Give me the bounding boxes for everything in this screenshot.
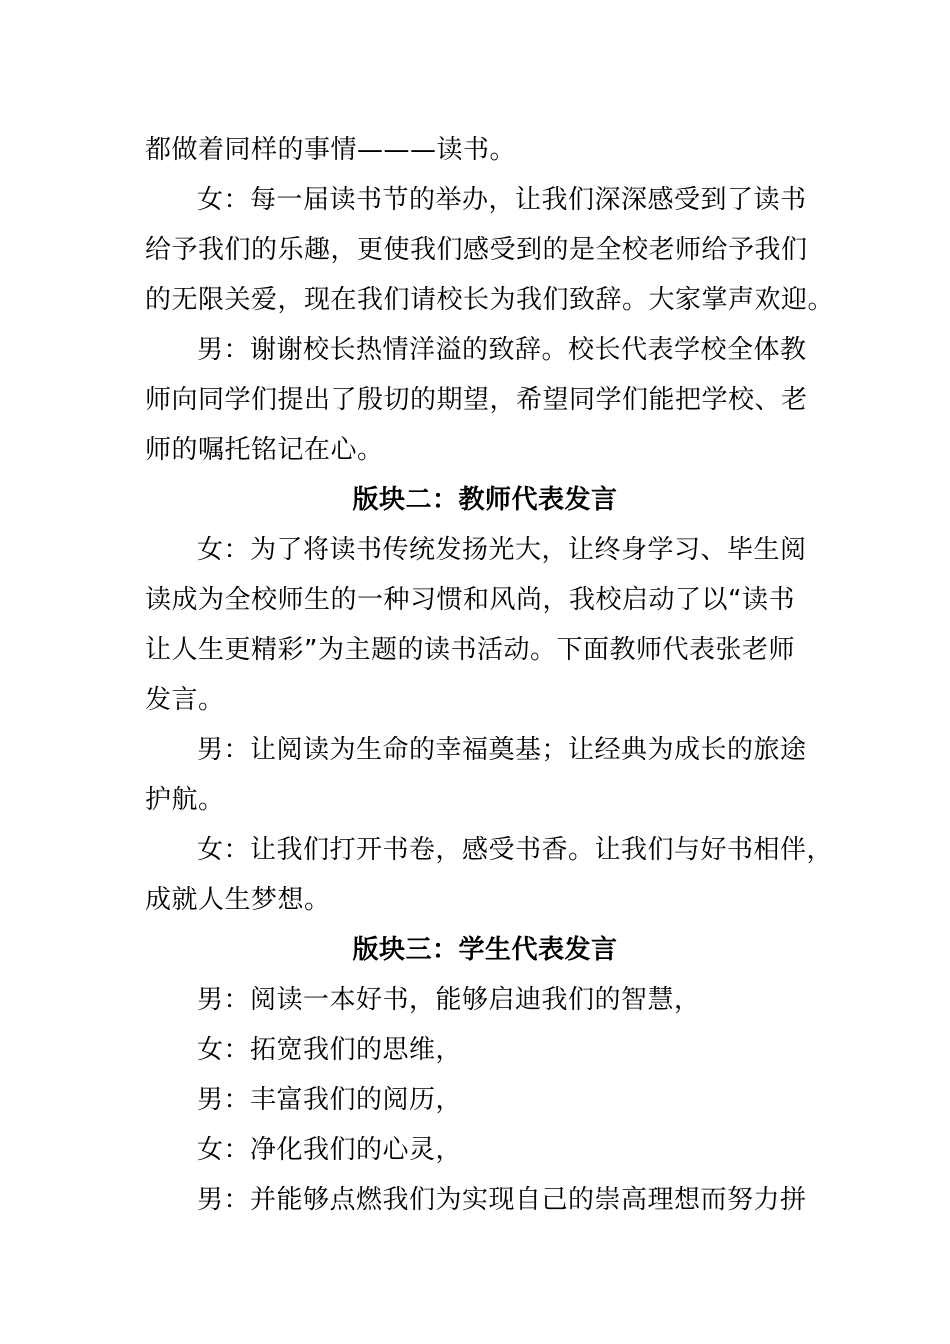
body-line: 成就人生梦想。 [145, 885, 331, 915]
section-heading-student-speech: 版块三：学生代表发言 [352, 935, 618, 965]
body-line: 读成为全校师生的一种习惯和风尚，我校启动了以“读书 [145, 585, 795, 615]
dialogue-line-female: 女：拓宽我们的思维， [197, 1035, 463, 1065]
section-heading-teacher-speech: 版块二：教师代表发言 [352, 485, 618, 515]
dialogue-line-male: 男：丰富我们的阅历， [197, 1085, 463, 1115]
dialogue-line-female: 女：每一届读书节的举办，让我们深深感受到了读书 [197, 185, 807, 215]
body-line: 给予我们的乐趣，更使我们感受到的是全校老师给予我们 [145, 235, 808, 265]
body-line: 让人生更精彩”为主题的读书活动。下面教师代表张老师 [145, 635, 795, 665]
body-line: 师的嘱托铭记在心。 [145, 435, 384, 465]
dialogue-line-female: 女：净化我们的心灵， [197, 1135, 463, 1165]
body-line: 师向同学们提出了殷切的期望，希望同学们能把学校、老 [145, 385, 808, 415]
dialogue-line-female: 女：让我们打开书卷，感受书香。让我们与好书相伴， [197, 835, 834, 865]
dialogue-line-male: 男：谢谢校长热情洋溢的致辞。校长代表学校全体教 [197, 335, 807, 365]
body-line: 发言。 [145, 685, 225, 715]
dialogue-line-male: 男：阅读一本好书，能够启迪我们的智慧， [197, 985, 701, 1015]
body-line: 护航。 [145, 785, 225, 815]
body-line: 的无限关爱，现在我们请校长为我们致辞。大家掌声欢迎。 [145, 285, 835, 315]
document-body [145, 125, 835, 1225]
body-line: 都做着同样的事情———读书。 [145, 135, 517, 165]
dialogue-line-male: 男：让阅读为生命的幸福奠基；让经典为成长的旅途 [197, 735, 807, 765]
dialogue-line-female: 女：为了将读书传统发扬光大，让终身学习、毕生阅 [197, 535, 807, 565]
dialogue-line-male: 男：并能够点燃我们为实现自己的崇高理想而努力拼 [197, 1185, 807, 1215]
